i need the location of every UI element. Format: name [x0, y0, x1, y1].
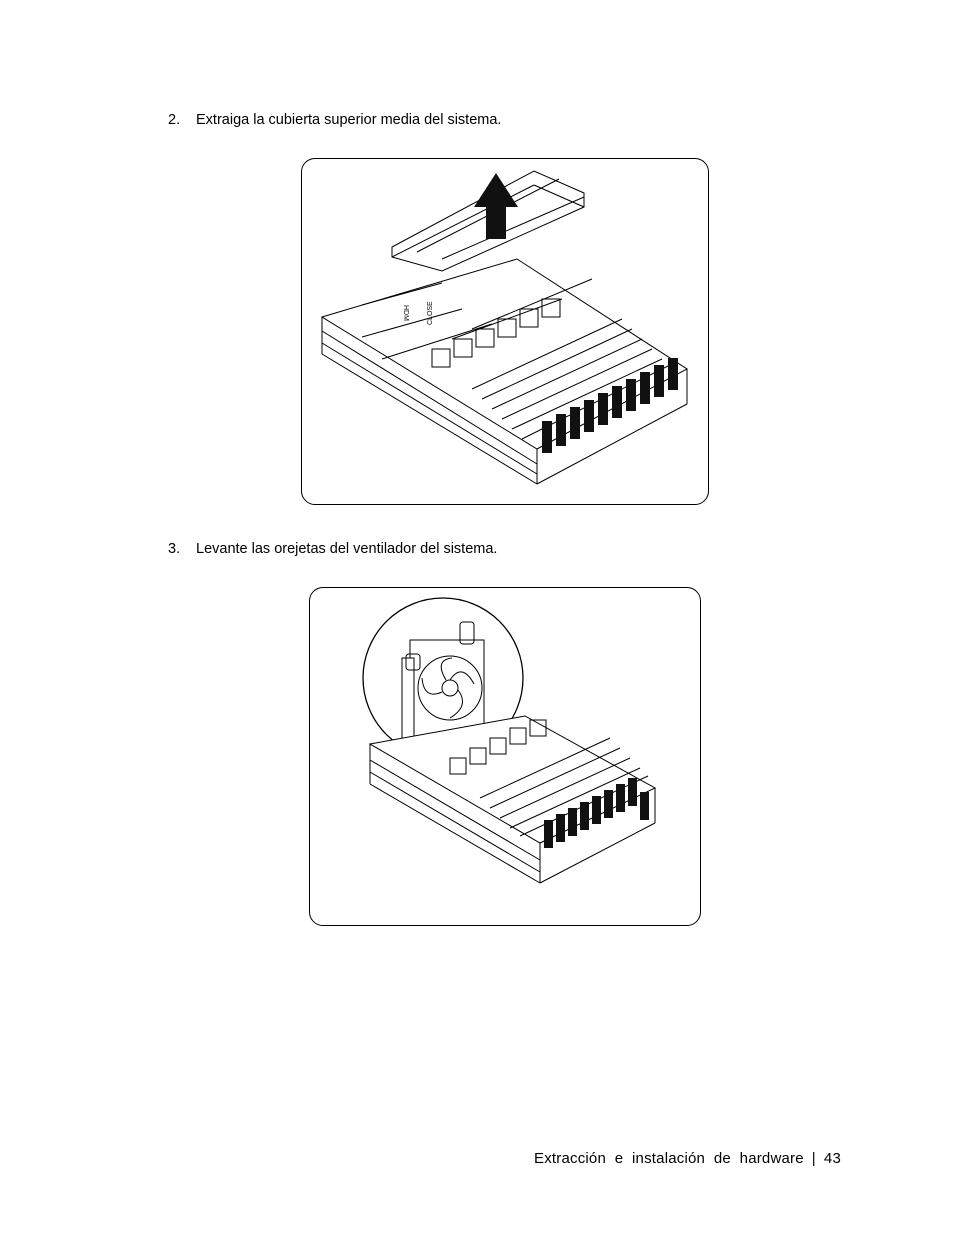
page-footer	[534, 1150, 841, 1167]
step-number: 2.	[168, 112, 181, 128]
chassis-cover-illustration	[302, 159, 708, 504]
figure-lift-fan-tabs	[309, 587, 701, 926]
page-number: 43	[823, 1150, 841, 1167]
footer-separator: |	[811, 1150, 816, 1167]
step-text: Levante las orejetas del ventilador del sistema.	[196, 541, 498, 557]
label-hdm: HDM	[402, 305, 409, 321]
label-close: CLOSE	[427, 301, 434, 325]
step-2	[168, 112, 501, 128]
step-text: Extraiga la cubierta superior media del sistema.	[196, 112, 502, 128]
figure-remove-top-cover	[301, 158, 709, 505]
fan-tab-illustration	[310, 588, 700, 925]
step-3	[168, 541, 497, 557]
footer-section: Extracción e instalación de hardware	[533, 1150, 804, 1167]
step-number: 3.	[168, 541, 181, 557]
